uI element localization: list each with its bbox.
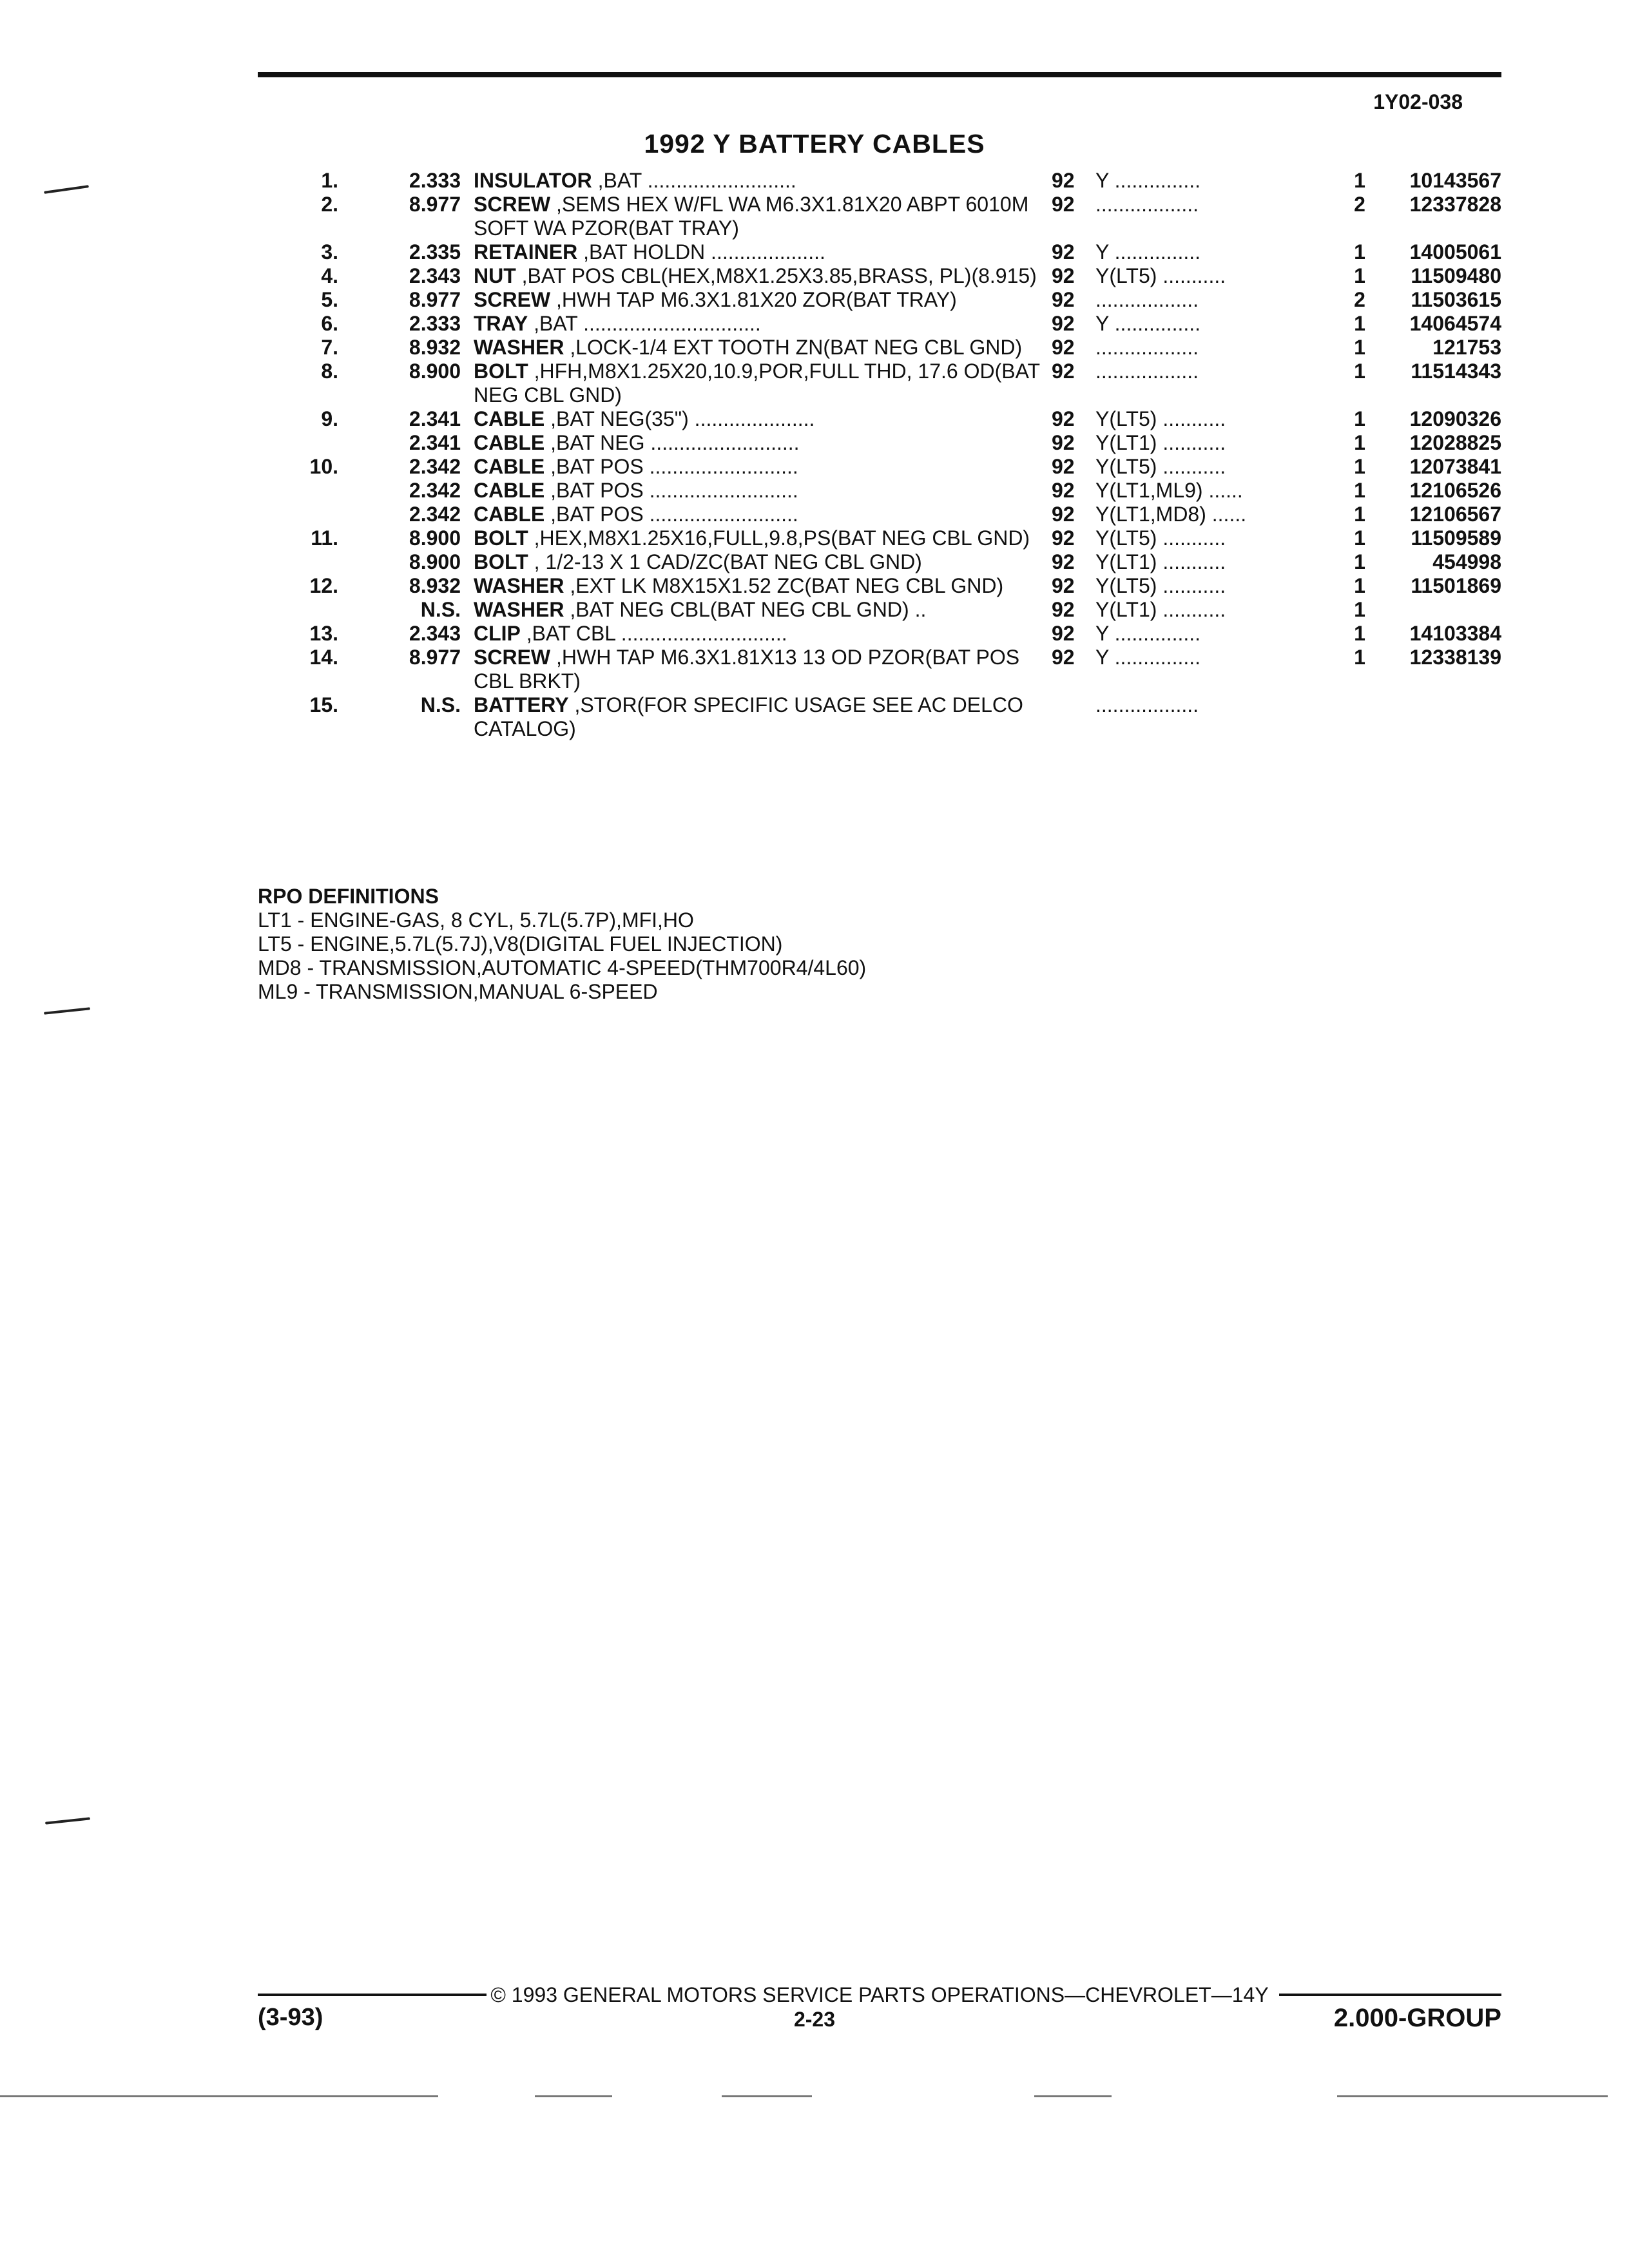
top-rule [258,72,1501,77]
part-number: 12338139 [1409,646,1501,669]
part-description [474,598,1041,622]
model-usage: Y(LT1) ........... [1095,550,1226,573]
footer-group: 2.000-GROUP [1333,2004,1501,2032]
group-number: 8.977 [409,193,461,216]
model-year: 92 [1052,455,1075,478]
model-year: 92 [1052,336,1075,359]
parts-row [258,288,1501,312]
part-name: BATTERY [474,693,569,716]
quantity: 1 [1354,455,1365,478]
model-year: 92 [1052,193,1075,216]
model-year: 92 [1052,288,1075,311]
model-usage: Y(LT1,MD8) ...... [1095,503,1247,526]
parts-row [258,336,1501,360]
model-usage: Y ............... [1095,169,1201,192]
model-year: 92 [1052,646,1075,669]
part-description [474,646,1041,693]
parts-row [258,240,1501,264]
quantity: 1 [1354,574,1365,597]
item-number: 8. [321,360,338,383]
group-number: 8.977 [409,288,461,311]
model-usage: .................. [1095,693,1199,716]
quantity: 1 [1354,622,1365,645]
part-description [474,622,1041,646]
scan-rule [1034,2095,1112,2097]
part-description [474,455,1041,479]
item-number: 13. [309,622,338,645]
group-number: 8.932 [409,574,461,597]
group-number: 8.977 [409,646,461,669]
footer-date: (3-93) [258,2004,323,2031]
part-detail: ,BAT NEG(35") ..................... [545,407,815,430]
document-code: 1Y02-038 [1373,90,1463,113]
group-number: 2.343 [409,264,461,287]
parts-row [258,622,1501,646]
parts-row [258,526,1501,550]
quantity: 1 [1354,598,1365,621]
model-usage: Y(LT5) ........... [1095,526,1226,550]
part-description [474,526,1041,550]
scan-rule [535,2095,612,2097]
part-description [474,550,1041,574]
quantity: 1 [1354,312,1365,335]
part-number: 12090326 [1409,407,1501,430]
parts-row [258,312,1501,336]
parts-row [258,550,1501,574]
part-name: WASHER [474,336,564,359]
quantity: 1 [1354,240,1365,264]
quantity: 1 [1354,360,1365,383]
quantity: 1 [1354,479,1365,502]
part-detail: ,BAT CBL ............................. [520,622,787,645]
part-description [474,288,1041,312]
quantity: 1 [1354,407,1365,430]
binder-mark [44,185,89,194]
scan-rule [722,2095,812,2097]
model-usage: .................. [1095,336,1199,359]
model-year: 92 [1052,407,1075,430]
group-number: 2.342 [409,455,461,478]
part-detail: ,HFH,M8X1.25X20,10.9,POR,FULL THD, 17.6 OD(BAT NEG CBL GND) [474,360,1040,407]
parts-row [258,407,1501,431]
scan-rule [0,2095,438,2097]
model-usage: Y(LT1) ........... [1095,431,1226,454]
part-description [474,264,1041,288]
parts-row [258,693,1501,741]
item-number: 5. [321,288,338,311]
part-detail: ,BAT ............................... [528,312,761,335]
model-year: 92 [1052,312,1075,335]
model-year: 92 [1052,550,1075,573]
parts-row [258,264,1501,288]
part-number: 14103384 [1409,622,1501,645]
part-number: 11509480 [1411,264,1501,287]
model-year: 92 [1052,169,1075,192]
rpo-line: MD8 - TRANSMISSION,AUTOMATIC 4-SPEED(THM700R4/4L60) [258,956,867,979]
parts-row [258,431,1501,455]
model-usage: Y ............... [1095,646,1201,669]
part-name: CABLE [474,503,545,526]
model-year: 92 [1052,503,1075,526]
footer-copyright: © 1993 GENERAL MOTORS SERVICE PARTS OPERATIONS—CHEVROLET—14Y [490,1983,1269,2006]
part-name: CABLE [474,407,545,430]
model-usage: Y(LT5) ........... [1095,574,1226,597]
quantity: 1 [1354,336,1365,359]
part-detail: ,BAT POS .......................... [545,479,798,502]
quantity: 1 [1354,646,1365,669]
part-number: 14005061 [1409,240,1501,264]
part-description [474,336,1041,360]
group-number: 2.335 [409,240,461,264]
item-number: 1. [321,169,338,192]
part-description [474,407,1041,431]
model-year: 92 [1052,264,1075,287]
part-name: BOLT [474,360,528,383]
part-name: NUT [474,264,516,287]
scan-rule [1337,2095,1608,2097]
model-usage: Y ............... [1095,622,1201,645]
part-detail: ,BAT POS .......................... [545,503,798,526]
model-usage: Y ............... [1095,312,1201,335]
part-name: CLIP [474,622,521,645]
item-number: 11. [311,526,338,550]
part-description [474,693,1041,741]
part-name: RETAINER [474,240,578,264]
parts-row [258,360,1501,407]
part-name: SCREW [474,193,551,216]
item-number: 2. [321,193,338,216]
parts-row [258,479,1501,503]
quantity: 2 [1354,288,1365,311]
part-detail: ,HEX,M8X1.25X16,FULL,9.8,PS(BAT NEG CBL GND) [528,526,1030,550]
rpo-definitions [258,885,866,1004]
model-year: 92 [1052,360,1075,383]
quantity: 2 [1354,193,1365,216]
part-detail: ,STOR(FOR SPECIFIC USAGE SEE AC DELCO CATALOG) [474,693,1023,740]
quantity: 1 [1354,431,1365,454]
part-detail: ,SEMS HEX W/FL WA M6.3X1.81X20 ABPT 6010M SOFT WA PZOR(BAT TRAY) [474,193,1029,240]
group-number: 2.342 [409,503,461,526]
item-number: 6. [321,312,338,335]
quantity: 1 [1354,169,1365,192]
model-usage: Y(LT5) ........... [1095,455,1226,478]
parts-list [258,169,1501,741]
part-description [474,312,1041,336]
model-year: 92 [1052,431,1075,454]
model-year: 92 [1052,574,1075,597]
group-number: 2.342 [409,479,461,502]
group-number: 8.932 [409,336,461,359]
binder-mark [44,1007,90,1015]
part-description [474,193,1041,240]
part-description [474,574,1041,598]
parts-row [258,193,1501,240]
part-detail: ,BAT NEG CBL(BAT NEG CBL GND) .. [564,598,927,621]
model-usage: .................. [1095,288,1199,311]
part-name: CABLE [474,479,545,502]
group-number: 2.343 [409,622,461,645]
model-usage: .................. [1095,193,1199,216]
part-name: BOLT [474,550,528,573]
part-detail: ,LOCK-1/4 EXT TOOTH ZN(BAT NEG CBL GND) [564,336,1023,359]
group-number: 8.900 [409,360,461,383]
part-description [474,360,1041,407]
page-title: 1992 Y BATTERY CABLES [644,129,985,159]
part-number: 14064574 [1409,312,1501,335]
part-detail: ,BAT POS .......................... [545,455,798,478]
item-number: 3. [321,240,338,264]
part-detail: ,BAT NEG .......................... [545,431,800,454]
part-detail: ,EXT LK M8X15X1.52 ZC(BAT NEG CBL GND) [564,574,1004,597]
part-number: 454998 [1432,550,1501,573]
part-detail: ,BAT .......................... [592,169,796,192]
group-number: 2.333 [409,169,461,192]
model-usage: Y ............... [1095,240,1201,264]
part-name: SCREW [474,288,551,311]
part-number: 11514343 [1411,360,1501,383]
part-description [474,169,1041,193]
parts-row [258,598,1501,622]
item-number: 14. [309,646,338,669]
item-number: 7. [321,336,338,359]
part-name: BOLT [474,526,528,550]
part-number: 12028825 [1409,431,1501,454]
part-detail: ,BAT POS CBL(HEX,M8X1.25X3.85,BRASS, PL)(8.915) [516,264,1037,287]
part-name: WASHER [474,598,564,621]
part-detail: ,BAT HOLDN .................... [577,240,825,264]
part-description [474,240,1041,264]
model-year: 92 [1052,526,1075,550]
model-usage: Y(LT5) ........... [1095,407,1226,430]
model-usage: Y(LT1,ML9) ...... [1095,479,1243,502]
group-number: 8.900 [409,550,461,573]
part-detail: ,HWH TAP M6.3X1.81X20 ZOR(BAT TRAY) [550,288,957,311]
rpo-line: LT1 - ENGINE-GAS, 8 CYL, 5.7L(5.7P),MFI,HO [258,908,694,932]
item-number: 9. [321,407,338,430]
item-number: 15. [309,693,338,716]
parts-row [258,646,1501,693]
part-name: CABLE [474,431,545,454]
part-description [474,431,1041,455]
part-description [474,503,1041,526]
part-name: SCREW [474,646,551,669]
rpo-line: ML9 - TRANSMISSION,MANUAL 6-SPEED [258,980,658,1003]
quantity: 1 [1354,550,1365,573]
part-name: CABLE [474,455,545,478]
group-number: 8.900 [409,526,461,550]
model-usage: Y(LT1) ........... [1095,598,1226,621]
item-number: 10. [309,455,338,478]
item-number: 4. [321,264,338,287]
part-name: INSULATOR [474,169,592,192]
part-number: 12106526 [1409,479,1501,502]
rpo-heading: RPO DEFINITIONS [258,885,439,908]
item-number: 12. [309,574,338,597]
group-number: N.S. [420,693,461,716]
part-number: 121753 [1432,336,1501,359]
group-number: N.S. [420,598,461,621]
part-name: TRAY [474,312,528,335]
model-year: 92 [1052,622,1075,645]
part-number: 10143567 [1409,169,1501,192]
part-name: WASHER [474,574,564,597]
model-year: 92 [1052,240,1075,264]
quantity: 1 [1354,503,1365,526]
model-usage: .................. [1095,360,1199,383]
quantity: 1 [1354,526,1365,550]
part-detail: , 1/2-13 X 1 CAD/ZC(BAT NEG CBL GND) [528,550,922,573]
part-detail: ,HWH TAP M6.3X1.81X13 13 OD PZOR(BAT POS CBL BRKT) [474,646,1020,693]
part-number: 11503615 [1411,288,1501,311]
group-number: 2.341 [409,407,461,430]
quantity: 1 [1354,264,1365,287]
parts-row [258,574,1501,598]
rpo-line: LT5 - ENGINE,5.7L(5.7J),V8(DIGITAL FUEL INJECTION) [258,932,783,956]
group-number: 2.333 [409,312,461,335]
part-number: 12337828 [1409,193,1501,216]
model-year: 92 [1052,598,1075,621]
binder-mark [45,1817,90,1824]
part-number: 11509589 [1411,526,1501,550]
page-number: 2-23 [793,2008,836,2031]
model-usage: Y(LT5) ........... [1095,264,1226,287]
part-number: 11501869 [1411,574,1501,597]
part-number: 12073841 [1409,455,1501,478]
model-year: 92 [1052,479,1075,502]
group-number: 2.341 [409,431,461,454]
parts-row [258,503,1501,526]
part-description [474,479,1041,503]
parts-row [258,455,1501,479]
parts-row [258,169,1501,193]
part-number: 12106567 [1409,503,1501,526]
